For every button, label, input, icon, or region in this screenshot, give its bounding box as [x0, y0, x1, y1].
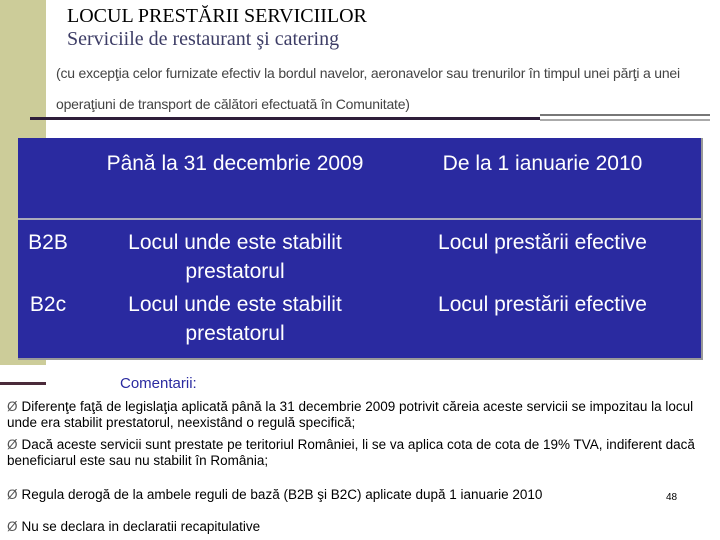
title-divider-accent: [540, 114, 710, 116]
sidebar-rule: [0, 382, 46, 385]
comment-text: Dacă aceste servicii sunt prestate pe teritoriul României, li se va aplica cota de cota de 19% TVA, indiferent dacă beneficiarul este sau nu stabilit în România;: [7, 437, 695, 468]
table-cell-b2b-before: Locul unde este stabilit prestatorul: [128, 231, 342, 283]
comment-text: Nu se declara in declaratii recapitulative: [21, 519, 261, 534]
list-item: [7, 399, 715, 431]
comment-text: Regula derogă de la ambele reguli de bază (B2B şi B2C) aplicate după 1 ianuarie 2010: [21, 487, 543, 502]
title-divider-accent-secondary: [540, 119, 710, 121]
title-divider: [30, 117, 540, 120]
bullet-arrow-icon: Ø: [7, 437, 18, 452]
slide-subtitle: Serviciile de restaurant şi catering: [67, 28, 340, 50]
table-cell-b2c-after: Locul prestării efective: [438, 293, 647, 316]
column-header-from-2010: De la 1 ianuarie 2010: [442, 152, 643, 175]
slide-title: LOCUL PRESTĂRII SERVICIILOR: [67, 5, 367, 27]
list-item: [7, 487, 657, 503]
bullet-arrow-icon: Ø: [7, 399, 18, 414]
table-cell-b2c-before: Locul unde este stabilit prestatorul: [128, 293, 342, 345]
row-label-b2b: B2B: [28, 231, 68, 254]
bullet-arrow-icon: Ø: [7, 519, 18, 534]
comment-text: Diferenţe faţă de legislaţia aplicată până la 31 decembrie 2009 potrivit căreia aceste servicii se impozitau la locul unde era stabilit prestatorul, neexistând o regulă specifică;: [7, 399, 694, 430]
list-item: [7, 519, 607, 535]
table-header-divider: [18, 218, 701, 220]
comments-heading: Comentarii:: [120, 375, 197, 392]
row-label-b2c: B2c: [29, 293, 67, 316]
column-header-before-2010: Până la 31 decembrie 2009: [106, 152, 364, 175]
table-cell-b2b-after: Locul prestării efective: [438, 231, 647, 254]
scope-note: (cu excepţia celor furnizate efectiv la bordul navelor, aeronavelor sau trenurilor în timpul unei părţi a unei operaţiuni de transport de călători efectuată în Comunitate): [56, 65, 680, 112]
bullet-arrow-icon: Ø: [7, 487, 18, 502]
list-item: [7, 437, 715, 469]
page-number: 48: [666, 492, 678, 503]
